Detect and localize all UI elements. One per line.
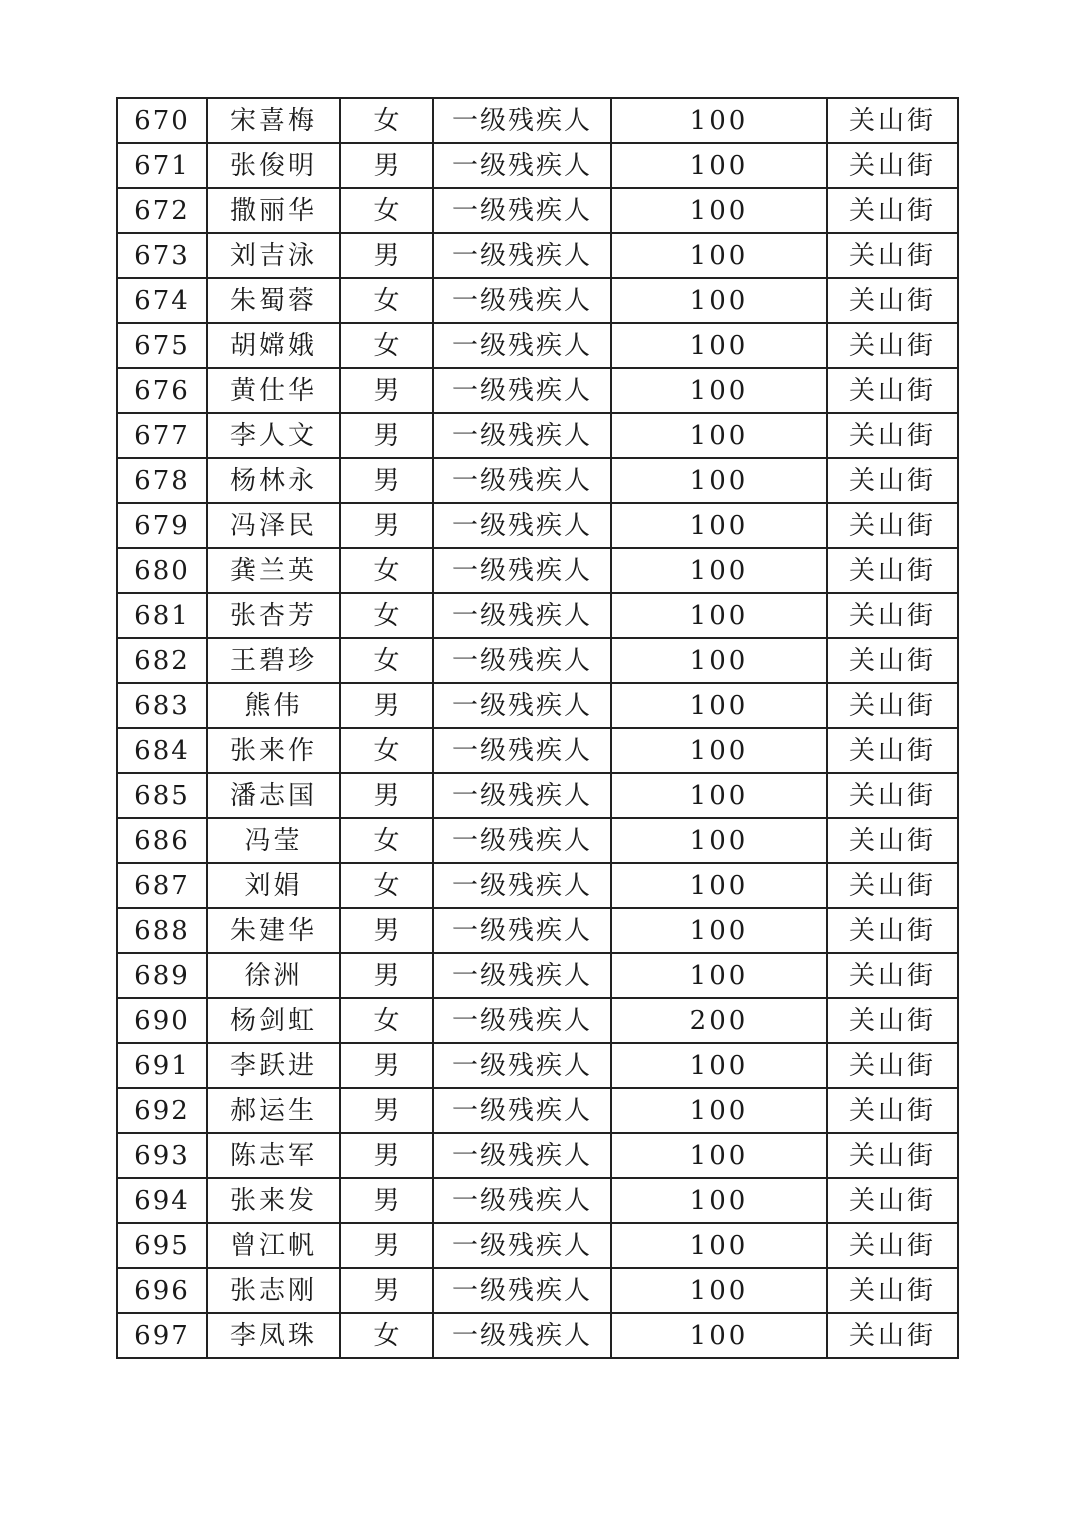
- disability-level-cell: 一级残疾人: [433, 1268, 611, 1313]
- table-row: [117, 1088, 958, 1133]
- person-name-cell: 张志刚: [207, 1268, 340, 1313]
- street-area-cell: 关山街: [827, 1223, 958, 1268]
- disability-level-cell: 一级残疾人: [433, 953, 611, 998]
- table-row: [117, 323, 958, 368]
- person-name-cell: 朱蜀蓉: [207, 278, 340, 323]
- roster-body: [117, 98, 958, 1358]
- person-name-cell: 张来作: [207, 728, 340, 773]
- subsidy-amount-cell: 100: [611, 728, 827, 773]
- table-row: [117, 368, 958, 413]
- person-name-cell: 龚兰英: [207, 548, 340, 593]
- row-number-cell: 680: [117, 548, 207, 593]
- row-number-cell: 685: [117, 773, 207, 818]
- person-name-cell: 张来发: [207, 1178, 340, 1223]
- street-area-cell: 关山街: [827, 1133, 958, 1178]
- table-row: [117, 1223, 958, 1268]
- row-number-cell: 694: [117, 1178, 207, 1223]
- table-row: [117, 638, 958, 683]
- subsidy-amount-cell: 100: [611, 233, 827, 278]
- person-name-cell: 撒丽华: [207, 188, 340, 233]
- gender-cell: 男: [340, 773, 433, 818]
- person-name-cell: 朱建华: [207, 908, 340, 953]
- table-row: [117, 908, 958, 953]
- gender-cell: 男: [340, 1268, 433, 1313]
- gender-cell: 男: [340, 953, 433, 998]
- street-area-cell: 关山街: [827, 593, 958, 638]
- subsidy-amount-cell: 100: [611, 458, 827, 503]
- gender-cell: 男: [340, 368, 433, 413]
- subsidy-amount-cell: 100: [611, 143, 827, 188]
- gender-cell: 男: [340, 458, 433, 503]
- row-number-cell: 673: [117, 233, 207, 278]
- row-number-cell: 697: [117, 1313, 207, 1358]
- disability-level-cell: 一级残疾人: [433, 593, 611, 638]
- subsidy-amount-cell: 100: [611, 548, 827, 593]
- person-name-cell: 李跃进: [207, 1043, 340, 1088]
- row-number-cell: 687: [117, 863, 207, 908]
- disability-level-cell: 一级残疾人: [433, 323, 611, 368]
- subsidy-roster-table: [116, 97, 959, 1359]
- person-name-cell: 徐洲: [207, 953, 340, 998]
- street-area-cell: 关山街: [827, 998, 958, 1043]
- street-area-cell: 关山街: [827, 683, 958, 728]
- subsidy-amount-cell: 100: [611, 368, 827, 413]
- person-name-cell: 郝运生: [207, 1088, 340, 1133]
- disability-level-cell: 一级残疾人: [433, 773, 611, 818]
- table-row: [117, 143, 958, 188]
- disability-level-cell: 一级残疾人: [433, 1178, 611, 1223]
- street-area-cell: 关山街: [827, 953, 958, 998]
- disability-level-cell: 一级残疾人: [433, 143, 611, 188]
- disability-level-cell: 一级残疾人: [433, 98, 611, 143]
- table-row: [117, 503, 958, 548]
- disability-level-cell: 一级残疾人: [433, 638, 611, 683]
- disability-level-cell: 一级残疾人: [433, 1313, 611, 1358]
- subsidy-amount-cell: 100: [611, 1133, 827, 1178]
- gender-cell: 男: [340, 1043, 433, 1088]
- row-number-cell: 683: [117, 683, 207, 728]
- street-area-cell: 关山街: [827, 1043, 958, 1088]
- disability-level-cell: 一级残疾人: [433, 368, 611, 413]
- row-number-cell: 674: [117, 278, 207, 323]
- person-name-cell: 陈志军: [207, 1133, 340, 1178]
- table-row: [117, 233, 958, 278]
- street-area-cell: 关山街: [827, 368, 958, 413]
- row-number-cell: 688: [117, 908, 207, 953]
- person-name-cell: 李人文: [207, 413, 340, 458]
- street-area-cell: 关山街: [827, 98, 958, 143]
- person-name-cell: 刘娟: [207, 863, 340, 908]
- subsidy-amount-cell: 200: [611, 998, 827, 1043]
- table-row: [117, 458, 958, 503]
- disability-level-cell: 一级残疾人: [433, 1223, 611, 1268]
- table-row: [117, 1043, 958, 1088]
- subsidy-amount-cell: 100: [611, 1178, 827, 1223]
- person-name-cell: 王碧珍: [207, 638, 340, 683]
- table-row: [117, 773, 958, 818]
- street-area-cell: 关山街: [827, 1268, 958, 1313]
- subsidy-amount-cell: 100: [611, 638, 827, 683]
- table-row: [117, 413, 958, 458]
- gender-cell: 男: [340, 413, 433, 458]
- gender-cell: 女: [340, 98, 433, 143]
- row-number-cell: 682: [117, 638, 207, 683]
- table-row: [117, 953, 958, 998]
- disability-level-cell: 一级残疾人: [433, 413, 611, 458]
- table-row: [117, 998, 958, 1043]
- disability-level-cell: 一级残疾人: [433, 1133, 611, 1178]
- person-name-cell: 熊伟: [207, 683, 340, 728]
- subsidy-amount-cell: 100: [611, 1088, 827, 1133]
- street-area-cell: 关山街: [827, 1178, 958, 1223]
- row-number-cell: 672: [117, 188, 207, 233]
- subsidy-amount-cell: 100: [611, 1313, 827, 1358]
- subsidy-amount-cell: 100: [611, 953, 827, 998]
- street-area-cell: 关山街: [827, 773, 958, 818]
- row-number-cell: 692: [117, 1088, 207, 1133]
- gender-cell: 女: [340, 548, 433, 593]
- disability-level-cell: 一级残疾人: [433, 188, 611, 233]
- subsidy-amount-cell: 100: [611, 593, 827, 638]
- disability-level-cell: 一级残疾人: [433, 458, 611, 503]
- subsidy-amount-cell: 100: [611, 818, 827, 863]
- table-row: [117, 1313, 958, 1358]
- table-row: [117, 1268, 958, 1313]
- gender-cell: 男: [340, 233, 433, 278]
- person-name-cell: 冯莹: [207, 818, 340, 863]
- street-area-cell: 关山街: [827, 233, 958, 278]
- subsidy-amount-cell: 100: [611, 773, 827, 818]
- person-name-cell: 曾江帆: [207, 1223, 340, 1268]
- street-area-cell: 关山街: [827, 548, 958, 593]
- street-area-cell: 关山街: [827, 818, 958, 863]
- row-number-cell: 695: [117, 1223, 207, 1268]
- disability-level-cell: 一级残疾人: [433, 683, 611, 728]
- person-name-cell: 宋喜梅: [207, 98, 340, 143]
- gender-cell: 女: [340, 728, 433, 773]
- gender-cell: 男: [340, 503, 433, 548]
- person-name-cell: 冯泽民: [207, 503, 340, 548]
- street-area-cell: 关山街: [827, 863, 958, 908]
- subsidy-amount-cell: 100: [611, 188, 827, 233]
- row-number-cell: 670: [117, 98, 207, 143]
- gender-cell: 女: [340, 1313, 433, 1358]
- subsidy-amount-cell: 100: [611, 1223, 827, 1268]
- table-row: [117, 98, 958, 143]
- person-name-cell: 李凤珠: [207, 1313, 340, 1358]
- row-number-cell: 671: [117, 143, 207, 188]
- gender-cell: 男: [340, 143, 433, 188]
- gender-cell: 男: [340, 1133, 433, 1178]
- row-number-cell: 686: [117, 818, 207, 863]
- row-number-cell: 677: [117, 413, 207, 458]
- person-name-cell: 张杏芳: [207, 593, 340, 638]
- person-name-cell: 杨林永: [207, 458, 340, 503]
- subsidy-amount-cell: 100: [611, 413, 827, 458]
- row-number-cell: 689: [117, 953, 207, 998]
- row-number-cell: 691: [117, 1043, 207, 1088]
- table-row: [117, 863, 958, 908]
- table-row: [117, 593, 958, 638]
- table-row: [117, 188, 958, 233]
- subsidy-amount-cell: 100: [611, 908, 827, 953]
- disability-level-cell: 一级残疾人: [433, 503, 611, 548]
- table-row: [117, 1178, 958, 1223]
- street-area-cell: 关山街: [827, 908, 958, 953]
- disability-level-cell: 一级残疾人: [433, 1043, 611, 1088]
- table-row: [117, 728, 958, 773]
- person-name-cell: 张俊明: [207, 143, 340, 188]
- disability-level-cell: 一级残疾人: [433, 1088, 611, 1133]
- gender-cell: 男: [340, 1088, 433, 1133]
- street-area-cell: 关山街: [827, 1313, 958, 1358]
- gender-cell: 女: [340, 593, 433, 638]
- gender-cell: 男: [340, 1178, 433, 1223]
- disability-level-cell: 一级残疾人: [433, 863, 611, 908]
- disability-level-cell: 一级残疾人: [433, 818, 611, 863]
- street-area-cell: 关山街: [827, 413, 958, 458]
- row-number-cell: 693: [117, 1133, 207, 1178]
- disability-level-cell: 一级残疾人: [433, 278, 611, 323]
- street-area-cell: 关山街: [827, 323, 958, 368]
- subsidy-amount-cell: 100: [611, 98, 827, 143]
- gender-cell: 女: [340, 188, 433, 233]
- row-number-cell: 678: [117, 458, 207, 503]
- row-number-cell: 679: [117, 503, 207, 548]
- gender-cell: 男: [340, 1223, 433, 1268]
- street-area-cell: 关山街: [827, 503, 958, 548]
- table-row: [117, 683, 958, 728]
- row-number-cell: 684: [117, 728, 207, 773]
- person-name-cell: 胡嫦娥: [207, 323, 340, 368]
- subsidy-amount-cell: 100: [611, 863, 827, 908]
- street-area-cell: 关山街: [827, 728, 958, 773]
- subsidy-amount-cell: 100: [611, 323, 827, 368]
- row-number-cell: 696: [117, 1268, 207, 1313]
- street-area-cell: 关山街: [827, 278, 958, 323]
- subsidy-amount-cell: 100: [611, 278, 827, 323]
- street-area-cell: 关山街: [827, 638, 958, 683]
- disability-level-cell: 一级残疾人: [433, 548, 611, 593]
- gender-cell: 男: [340, 683, 433, 728]
- gender-cell: 女: [340, 278, 433, 323]
- row-number-cell: 681: [117, 593, 207, 638]
- subsidy-amount-cell: 100: [611, 503, 827, 548]
- gender-cell: 女: [340, 998, 433, 1043]
- person-name-cell: 潘志国: [207, 773, 340, 818]
- table-row: [117, 1133, 958, 1178]
- disability-level-cell: 一级残疾人: [433, 728, 611, 773]
- table-row: [117, 548, 958, 593]
- person-name-cell: 杨剑虹: [207, 998, 340, 1043]
- gender-cell: 男: [340, 908, 433, 953]
- row-number-cell: 690: [117, 998, 207, 1043]
- row-number-cell: 675: [117, 323, 207, 368]
- street-area-cell: 关山街: [827, 188, 958, 233]
- subsidy-amount-cell: 100: [611, 1043, 827, 1088]
- table-row: [117, 818, 958, 863]
- disability-level-cell: 一级残疾人: [433, 998, 611, 1043]
- street-area-cell: 关山街: [827, 143, 958, 188]
- subsidy-amount-cell: 100: [611, 1268, 827, 1313]
- street-area-cell: 关山街: [827, 1088, 958, 1133]
- gender-cell: 女: [340, 323, 433, 368]
- person-name-cell: 刘吉泳: [207, 233, 340, 278]
- gender-cell: 女: [340, 638, 433, 683]
- disability-level-cell: 一级残疾人: [433, 233, 611, 278]
- disability-level-cell: 一级残疾人: [433, 908, 611, 953]
- street-area-cell: 关山街: [827, 458, 958, 503]
- table-row: [117, 278, 958, 323]
- person-name-cell: 黄仕华: [207, 368, 340, 413]
- row-number-cell: 676: [117, 368, 207, 413]
- subsidy-amount-cell: 100: [611, 683, 827, 728]
- gender-cell: 女: [340, 818, 433, 863]
- gender-cell: 女: [340, 863, 433, 908]
